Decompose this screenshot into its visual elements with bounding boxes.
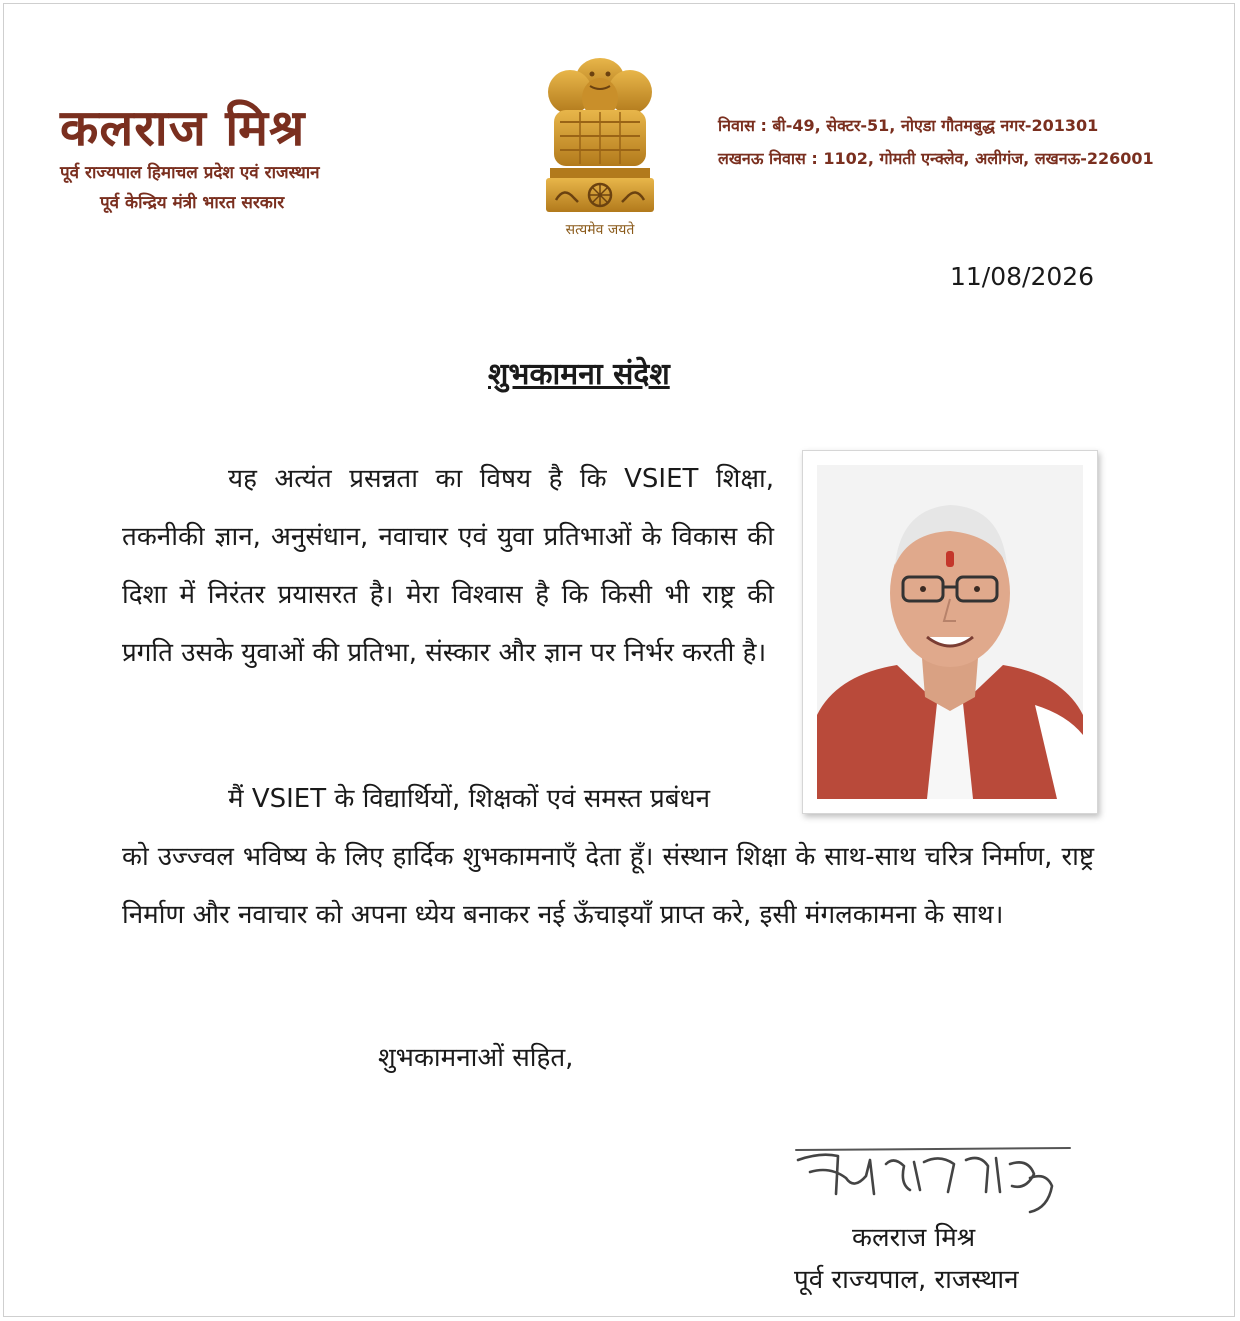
letterhead-name: कलराज मिश्र (60, 99, 306, 157)
letterhead-subtitle-1: पूर्व राज्यपाल हिमाचल प्रदेश एवं राजस्थान (60, 163, 320, 183)
national-emblem-icon (540, 52, 660, 242)
portrait-illustration (817, 465, 1083, 799)
portrait-photo (817, 465, 1083, 799)
letter-date: 11/08/2026 (950, 262, 1095, 291)
body-paragraph-2-start: मैं VSIET के विद्यार्थियों, शिक्षकों एवं समस्त प्रबंधन (228, 784, 711, 814)
body-paragraph-2-continuation: को उज्ज्वल भविष्य के लिए हार्दिक शुभकामनाएँ देता हूँ। संस्थान शिक्षा के साथ-साथ चरित्र निर्माण, राष्ट्र निर्माण और नवाचार को अपना ध्येय बनाकर नई ऊँचाइयाँ प्राप्त करे, इसी मंगलकामना के साथ। (122, 842, 1094, 930)
body-paragraph-1: यह अत्यंत प्रसन्नता का विषय है कि VSIET शिक्षा, तकनीकी ज्ञान, अनुसंधान, नवाचार एवं युवा प्रतिभाओं के विकास की दिशा में निरंतर प्रयासरत है। मेरा विश्वास है कि किसी भी राष्ट्र की प्रगति उसके युवाओं की प्रतिभा, संस्कार और ज्ञान पर निर्भर करती है। (122, 464, 774, 668)
emblem-motto: सत्यमेव जयते (565, 222, 635, 238)
handwritten-signature (790, 1138, 1080, 1218)
lucknow-address: लखनऊ निवास : 1102, गोमती एन्क्लेव, अलीगंज, लखनऊ-226001 (718, 149, 1154, 168)
letter-page (3, 3, 1235, 1317)
signatory-title: पूर्व राज्यपाल, राजस्थान (794, 1265, 1019, 1295)
letterhead-subtitle-2: पूर्व केन्द्रिय मंत्री भारत सरकार (100, 193, 285, 213)
closing-line: शुभकामनाओं सहित, (378, 1043, 574, 1073)
signatory-name: कलराज मिश्र (852, 1223, 976, 1253)
letter-subject: शुभकामना संदेश (488, 357, 670, 392)
portrait-frame (802, 450, 1098, 814)
residence-address: निवास : बी-49, सेक्टर-51, नोएडा गौतमबुद्ध नगर-201301 (718, 116, 1099, 135)
